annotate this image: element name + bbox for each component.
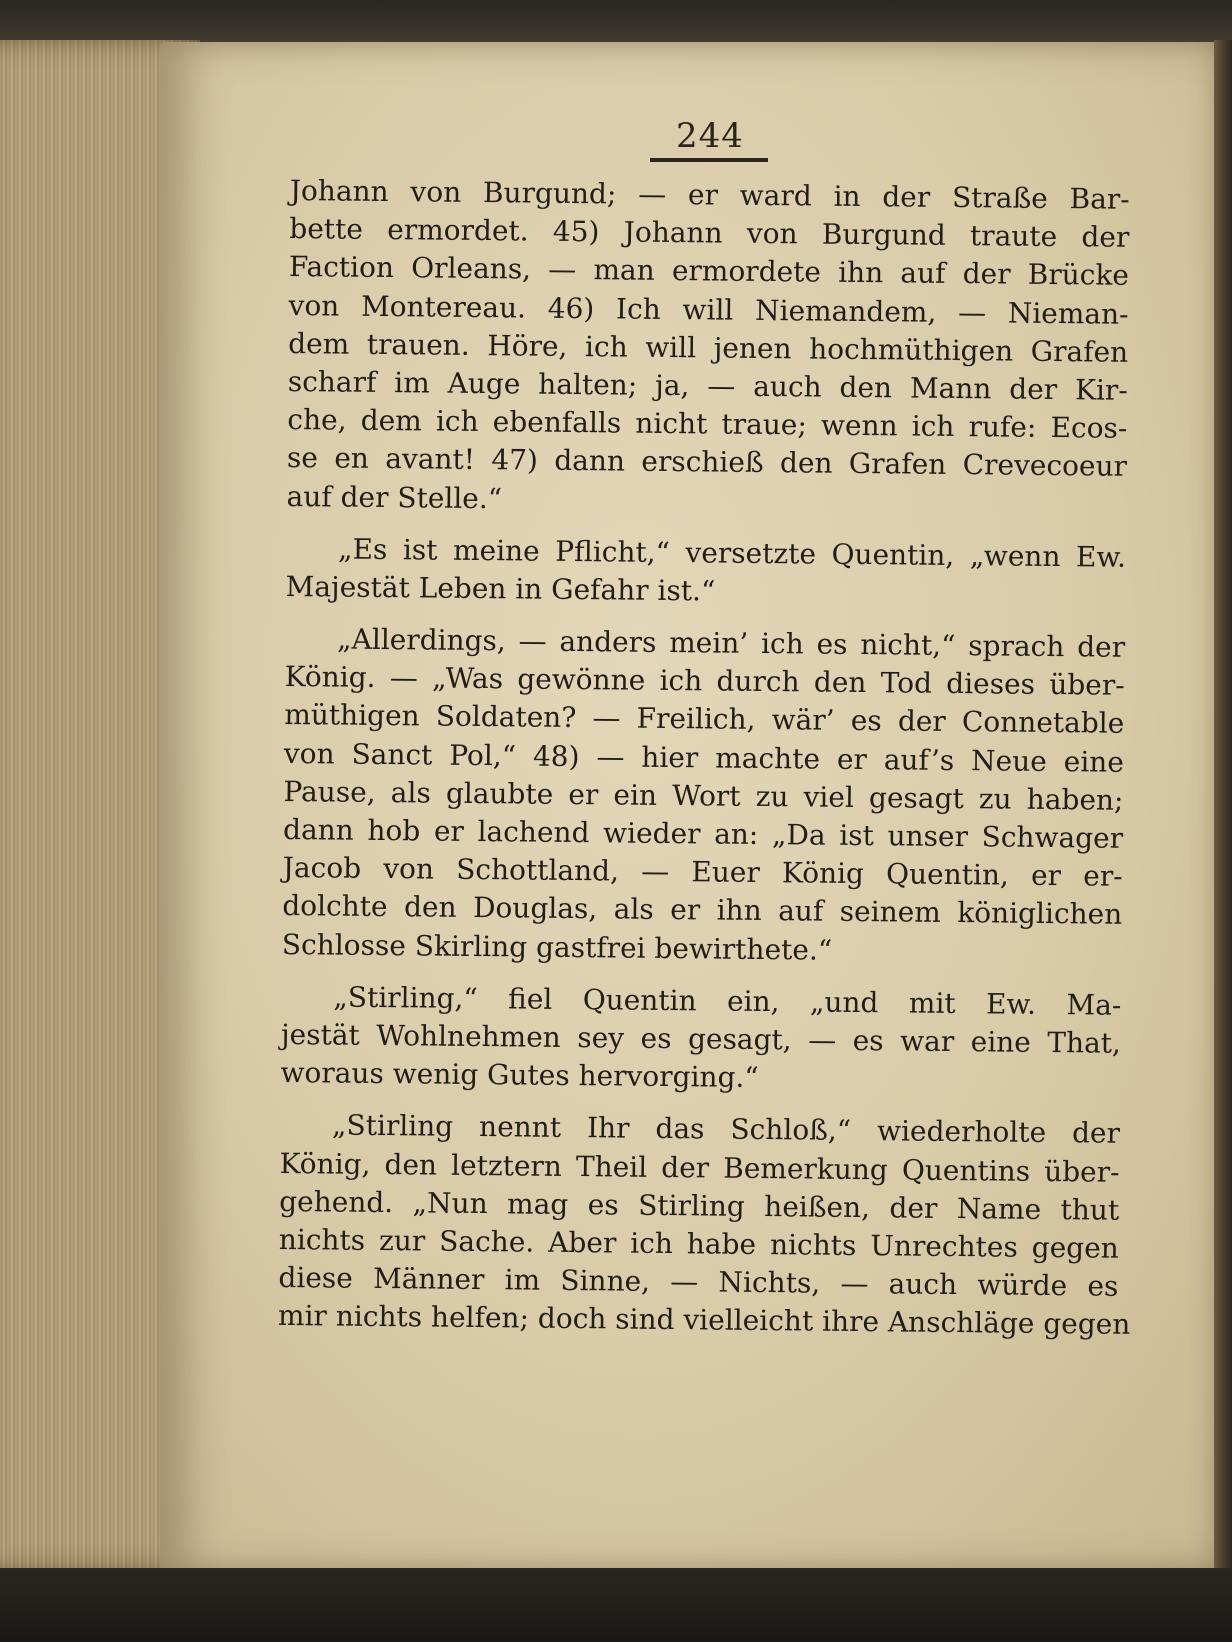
text-line: gehend. „Nun mag es Stirling heißen, der Name thut <box>279 1184 1120 1227</box>
text-line: von Montereau. 46) Ich will Niemandem, — Nieman- <box>288 288 1129 331</box>
text-line: diese Männer im Sinne, — Nichts, — auch würde es <box>278 1261 1119 1303</box>
text-line: Jacob von Schottland, — Euer König Quentin, er er- <box>282 851 1123 893</box>
text-line: dolchte den Douglas, als er ihn auf seinem königlichen <box>282 889 1123 932</box>
text-line: woraus wenig Gutes hervorging.“ <box>280 1056 759 1095</box>
text-line: scharf im Auge halten; ja, — auch den Mann der Kir- <box>287 364 1128 407</box>
text-line: Schlosse Skirling gastfrei bewirthete.“ <box>281 927 833 967</box>
text-line: „Stirling,“ fiel Quentin ein, „und mit Ew. Ma- <box>333 980 1122 1022</box>
text-line: che, dem ich ebenfalls nicht traue; wenn ich rufe: Ecos- <box>287 403 1128 445</box>
page-right-edge <box>1214 40 1232 1570</box>
text-line: „Allerdings, — anders mein’ ich es nicht,“ sprach der <box>336 622 1126 664</box>
text-line: se en avant! 47) dann erschieß den Grafen Crevecoeur <box>286 441 1128 484</box>
page-text <box>278 172 1130 1344</box>
text-line: dem trauen. Höre, ich will jenen hochmüthigen Grafen <box>288 326 1129 369</box>
text-line: müthigen Soldaten? — Freilich, wär’ es der Connetable <box>284 698 1125 741</box>
text-line: jestät Wohlnehmen sey es gesagt, — es war eine That, <box>280 1017 1122 1060</box>
book-binding-bottom <box>0 1568 1232 1642</box>
text-line: Faction Orleans, — man ermordete ihn auf der Brücke <box>288 250 1130 293</box>
text-line: nichts zur Sache. Aber ich habe nichts Unrechtes gegen <box>278 1222 1119 1265</box>
page-number-rule <box>650 158 768 162</box>
text-line: Johann von Burgund; — er ward in der Straße Bar- <box>289 173 1130 216</box>
text-line: König. — „Was gewönne ich durch den Tod dieses über- <box>284 660 1125 703</box>
page-number: 244 <box>676 116 744 156</box>
text-line: von Sanct Pol,“ 48) — hier machte er auf’s Neue eine <box>283 736 1125 779</box>
text-line: bette ermordet. 45) Johann von Burgund traute der <box>289 212 1130 254</box>
text-line: „Es ist meine Pflicht,“ versetzte Quentin, „wenn Ew. <box>337 532 1127 574</box>
text-line: „Stirling nennt Ihr das Schloß,“ wiederholte der <box>331 1108 1121 1151</box>
text-line: König, den letztern Theil der Bemerkung Quentins über- <box>279 1146 1120 1189</box>
text-line: mir nichts helfen; doch sind vielleicht ihre Anschläge gegen <box>277 1299 1131 1342</box>
text-line: Majestät Leben in Gefahr ist.“ <box>285 569 716 608</box>
text-line: Pause, als glaubte er ein Wort zu viel gesagt zu haben; <box>283 774 1124 817</box>
text-line: dann hob er lachend wieder an: „Da ist unser Schwager <box>282 812 1124 855</box>
text-line: auf der Stelle.“ <box>286 479 503 515</box>
